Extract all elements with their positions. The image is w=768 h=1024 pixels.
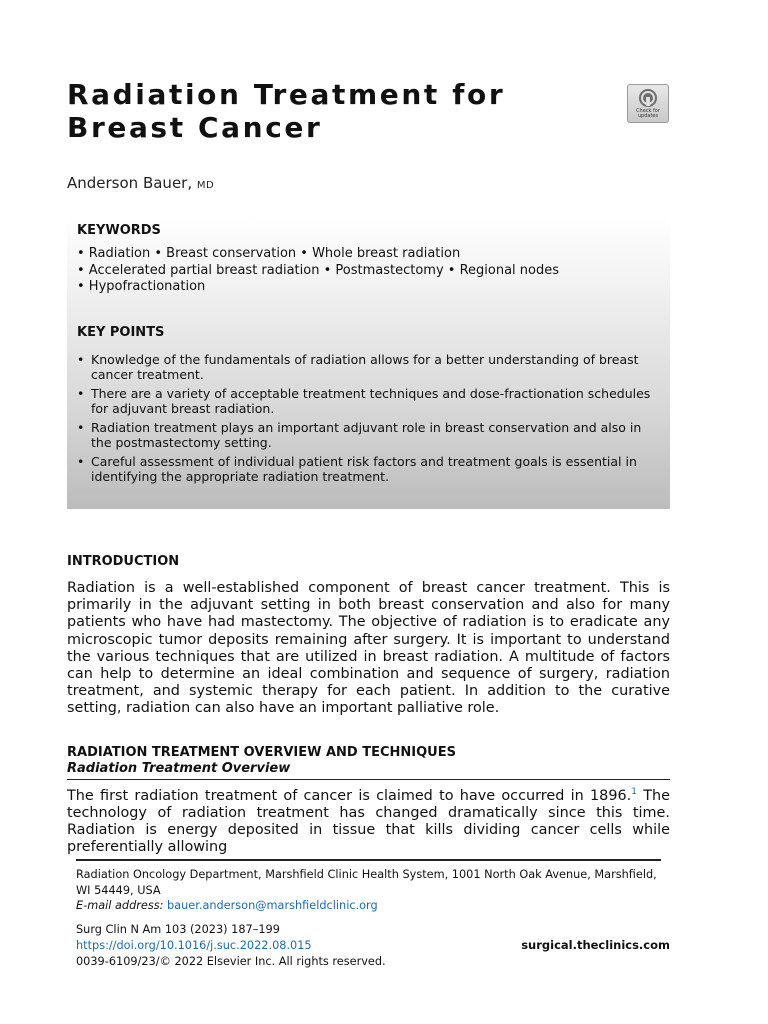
- title-line-2: Breast Cancer: [67, 111, 323, 144]
- author-degree: MD: [196, 180, 215, 191]
- copyright: 0039-6109/23/© 2022 Elsevier Inc. All rights reserved.: [76, 955, 386, 968]
- keywords-line-1: • Radiation • Breast conservation • Whole breast radiation: [77, 246, 461, 261]
- overview-subheading: Radiation Treatment Overview: [67, 761, 291, 776]
- journal-site[interactable]: surgical.theclinics.com: [521, 938, 670, 952]
- overview-text-start: The first radiation treatment of cancer is claimed to have occurred in 1896.: [67, 787, 632, 804]
- title-line-1: Radiation Treatment for: [67, 78, 506, 111]
- section-rule: [67, 779, 670, 780]
- keywords-keypoints-box: [67, 215, 670, 509]
- key-point-item: [77, 386, 652, 416]
- affiliation: Radiation Oncology Department, Marshfield Clinic Health System, 1001 North Oak Avenue, Marshfield, WI 54449, USA: [76, 868, 657, 897]
- reference-link[interactable]: 1: [631, 787, 637, 797]
- key-point-text: Radiation treatment plays an important adjuvant role in breast conservation and also in the postmastectomy setting.: [91, 420, 642, 450]
- keywords-line-2: • Accelerated partial breast radiation • Postmastectomy • Regional nodes: [77, 263, 560, 278]
- footnote-rule: [76, 859, 661, 861]
- overview-paragraph: [67, 784, 670, 857]
- bullet: •: [77, 454, 85, 469]
- key-point-item: [77, 420, 652, 450]
- overview-section-heading: RADIATION TREATMENT OVERVIEW AND TECHNIQUES: [67, 745, 456, 760]
- introduction-heading: INTRODUCTION: [67, 554, 180, 569]
- key-point-item: [77, 454, 652, 484]
- key-point-text: Careful assessment of individual patient risk factors and treatment goals is essential in identifying the appropriate radiation treatment.: [91, 454, 637, 484]
- introduction-paragraph: Radiation is a well-established component of breast cancer treatment. This is primarily in the adjuvant setting in both breast conservation and also for many patients who have had mastectomy. The objective of radiation is to eradicate any microscopic tumor deposits remaining after surgery. It is important to understand the various techniques that are utilized in breast radiation. A multitude of factors can help to determine an ideal combination and sequence of surgery, radiation treatment, and systemic therapy for each patient. In addition to the curative setting, radiation can also have an important palliative role.: [67, 580, 670, 717]
- check-for-updates-badge[interactable]: [627, 84, 669, 123]
- crossmark-icon: [638, 88, 658, 108]
- key-points-list: [77, 352, 652, 488]
- email-line: [76, 898, 661, 914]
- overview-text-end: The technology of radiation treatment has changed dramatically since this time. Radiation is energy deposited in tissue that kills dividing cancer cells while preferentially allowing: [67, 787, 670, 856]
- key-point-text: There are a variety of acceptable treatment techniques and dose-fractionation schedules for adjuvant breast radiation.: [91, 386, 651, 416]
- key-point-text: Knowledge of the fundamentals of radiation allows for a better understanding of breast cancer treatment.: [91, 352, 639, 382]
- article-title: [67, 78, 587, 144]
- bullet: •: [77, 386, 85, 401]
- bullet: •: [77, 420, 85, 435]
- doi-link[interactable]: https://doi.org/10.1016/j.suc.2022.08.015: [76, 939, 312, 952]
- keywords-heading: KEYWORDS: [77, 223, 161, 238]
- key-point-item: [77, 352, 652, 382]
- author-name: Anderson Bauer,: [67, 174, 193, 192]
- crossmark-label: Check for updates: [636, 108, 660, 119]
- email-link[interactable]: bauer.anderson@marshfieldclinic.org: [167, 899, 378, 912]
- email-label: E-mail address:: [76, 899, 164, 912]
- journal-citation: Surg Clin N Am 103 (2023) 187–199: [76, 923, 280, 936]
- author-line: [67, 174, 214, 192]
- key-points-heading: KEY POINTS: [77, 325, 165, 340]
- keywords-line-3: • Hypofractionation: [77, 279, 206, 294]
- bullet: •: [77, 352, 85, 367]
